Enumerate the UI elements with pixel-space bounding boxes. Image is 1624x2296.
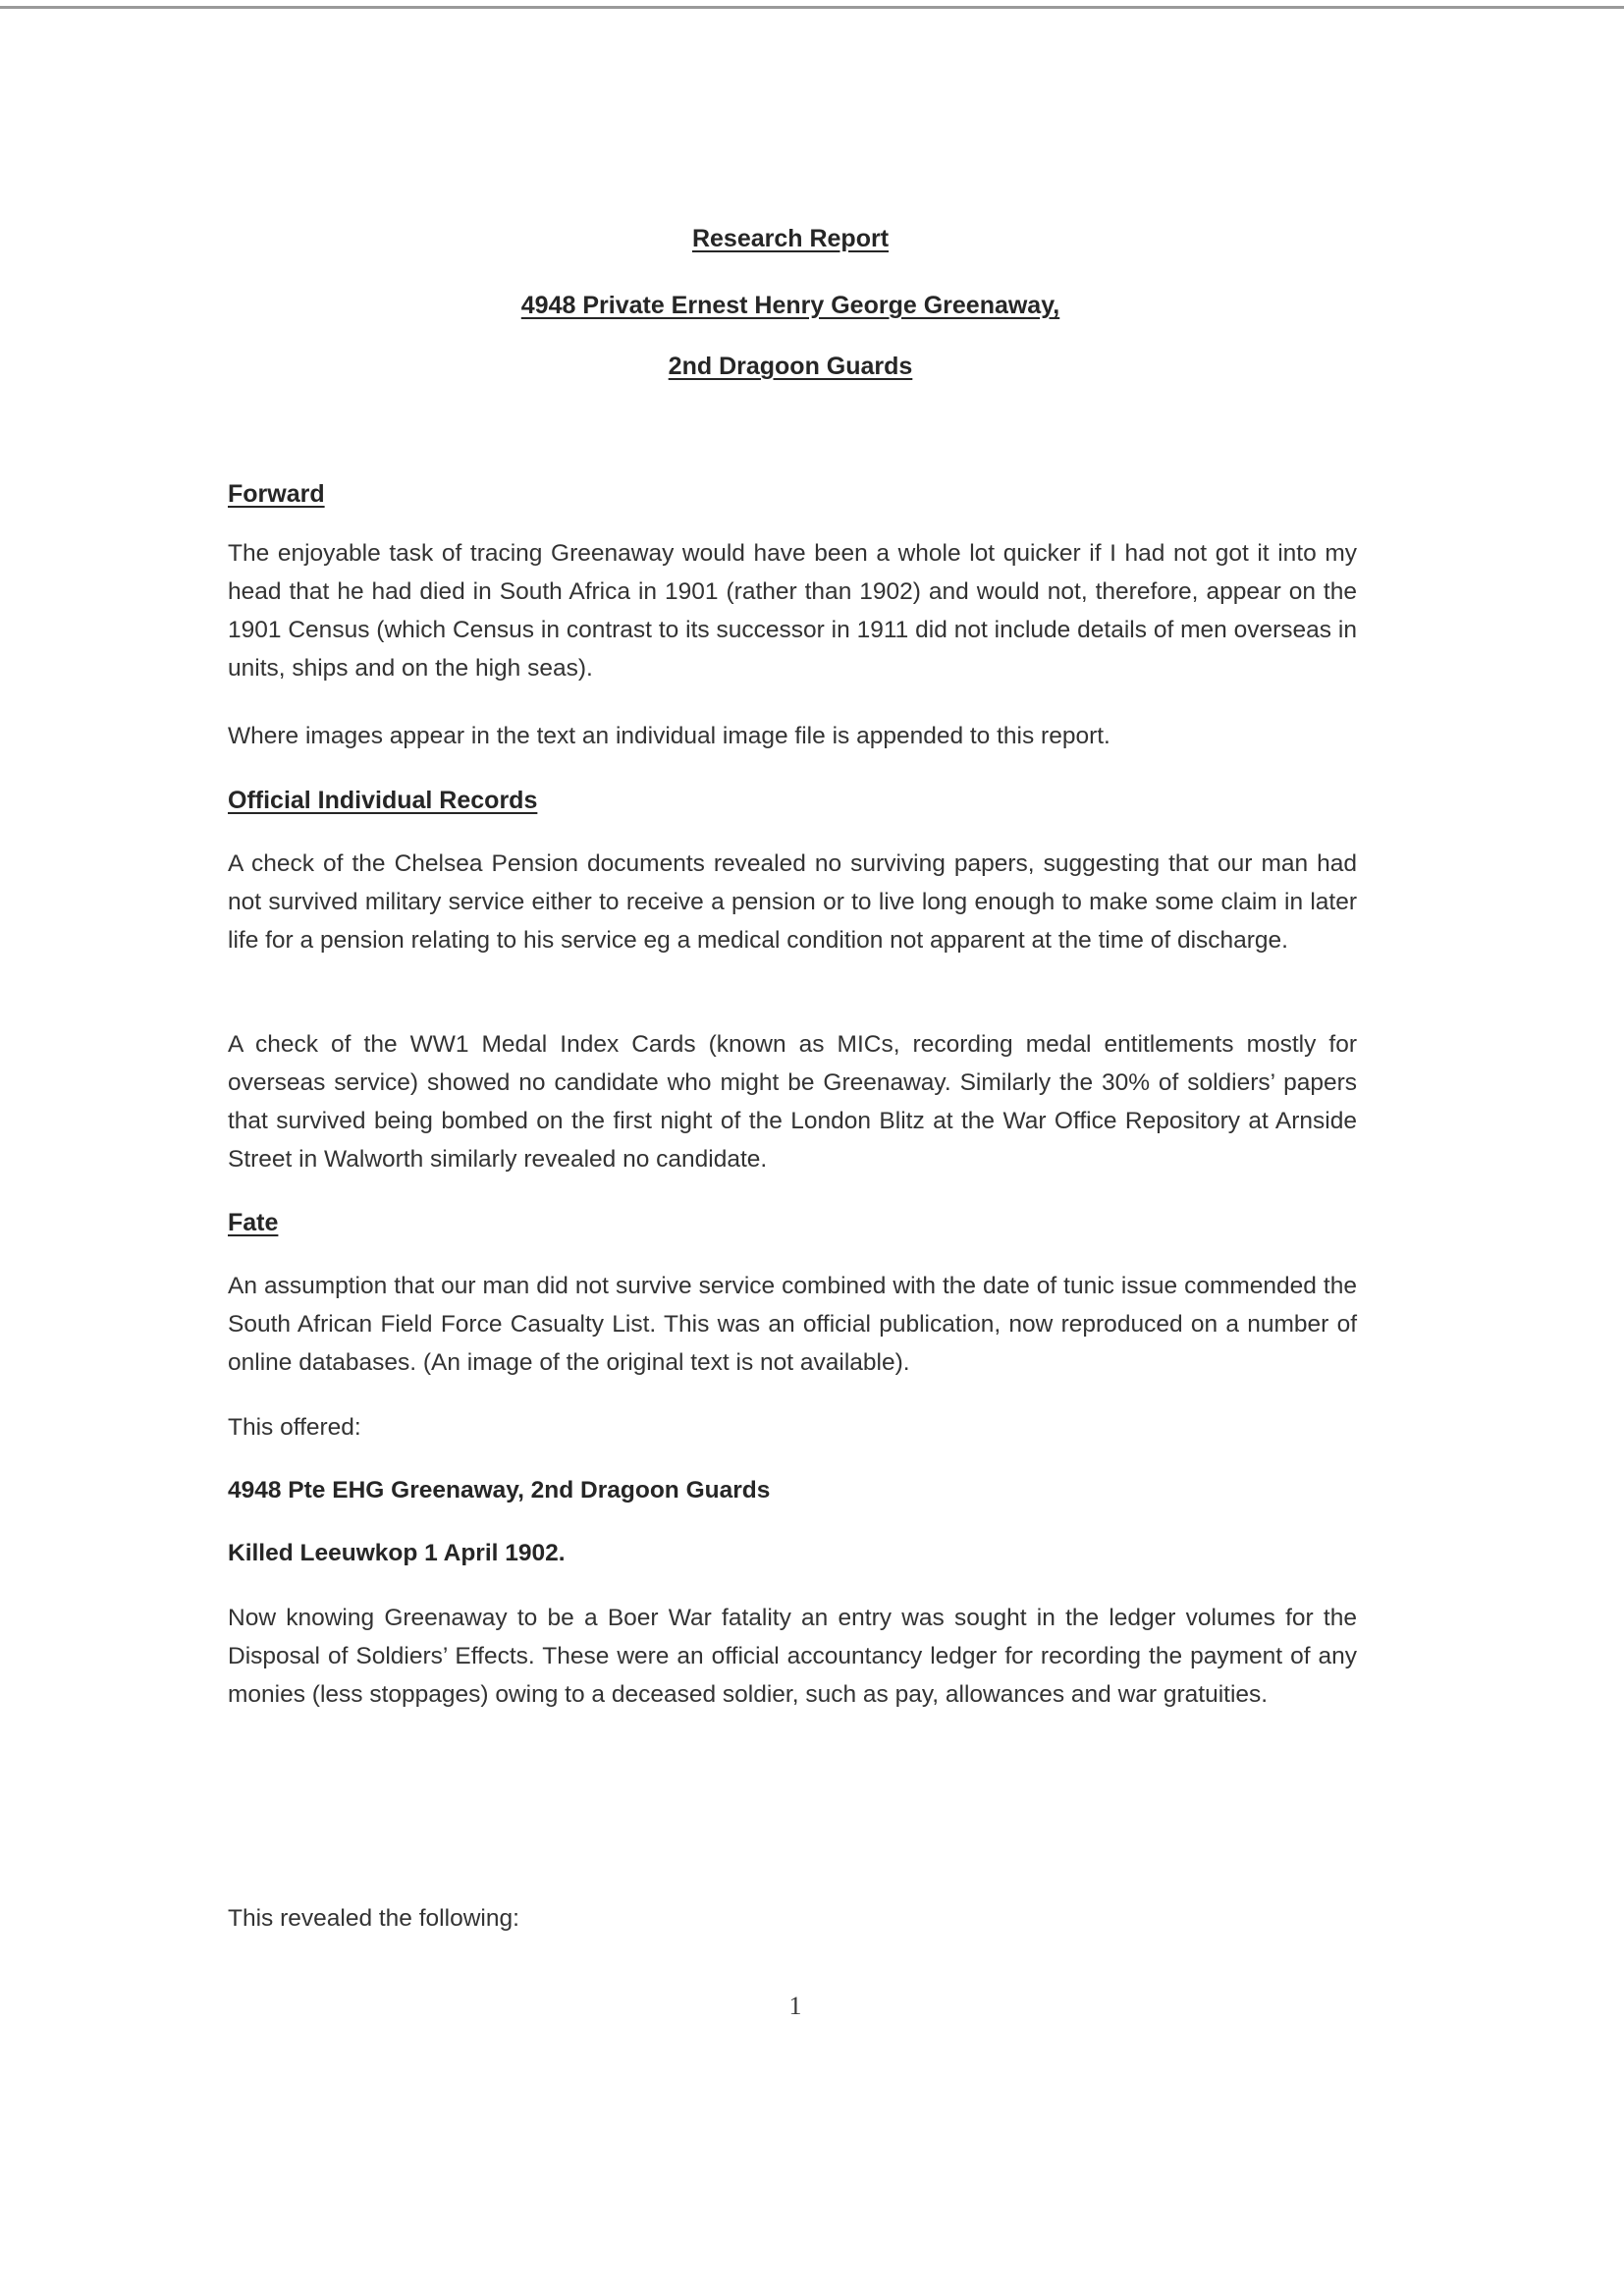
casualty-entry-line-2: Killed Leeuwkop 1 April 1902.: [228, 1540, 566, 1566]
fate-paragraph-1: An assumption that our man did not survive service combined with the date of tunic issue commended the South African Field Force Casualty List. This was an official publication, now reproduced on a number of online databases. (An image of the original text is not available).: [228, 1273, 1357, 1376]
forward-paragraph-2: Where images appear in the text an individual image file is appended to this report.: [228, 723, 1110, 749]
report-subject: 4948 Private Ernest Henry George Greenaway,: [520, 292, 1060, 319]
official-records-paragraph-1: A check of the Chelsea Pension documents revealed no surviving papers, suggesting that our man had not survived military service either to receive a pension or to live long enough to make some claim in later life for a pension relating to his service eg a medical condition not apparent at the time of discharge.: [228, 850, 1357, 954]
forward-paragraph-1: The enjoyable task of tracing Greenaway would have been a whole lot quicker if I had not got it into my head that he had died in South Africa in 1901 (rather than 1902) and would not, therefore, appear on the 1901 Census (which Census in contrast to its successor in 1911 did not include details of men overseas in units, ships and on the high seas).: [228, 540, 1357, 682]
casualty-entry-line-1: 4948 Pte EHG Greenaway, 2nd Dragoon Guards: [228, 1477, 771, 1503]
section-heading-forward: Forward: [228, 480, 325, 508]
fate-paragraph-4: This revealed the following:: [228, 1905, 519, 1932]
report-unit: 2nd Dragoon Guards: [668, 353, 913, 380]
fate-paragraph-2: This offered:: [228, 1414, 361, 1441]
report-title: Research Report: [691, 225, 890, 252]
section-heading-fate: Fate: [228, 1209, 279, 1236]
page-number: 1: [788, 1992, 802, 2020]
section-heading-official-records: Official Individual Records: [228, 787, 538, 814]
official-records-paragraph-2: A check of the WW1 Medal Index Cards (known as MICs, recording medal entitlements mostly for overseas service) showed no candidate who might be Greenaway. Similarly the 30% of soldiers’ papers that survived being bombed on the first night of the London Blitz at the War Office Repository at Arnside Street in Walworth similarly revealed no candidate.: [228, 1031, 1357, 1173]
fate-paragraph-3: Now knowing Greenaway to be a Boer War fatality an entry was sought in the ledger volumes for the Disposal of Soldiers’ Effects. These were an official accountancy ledger for recording the payment of any monies (less stoppages) owing to a deceased soldier, such as pay, allowances and war gratuities.: [228, 1605, 1357, 1708]
